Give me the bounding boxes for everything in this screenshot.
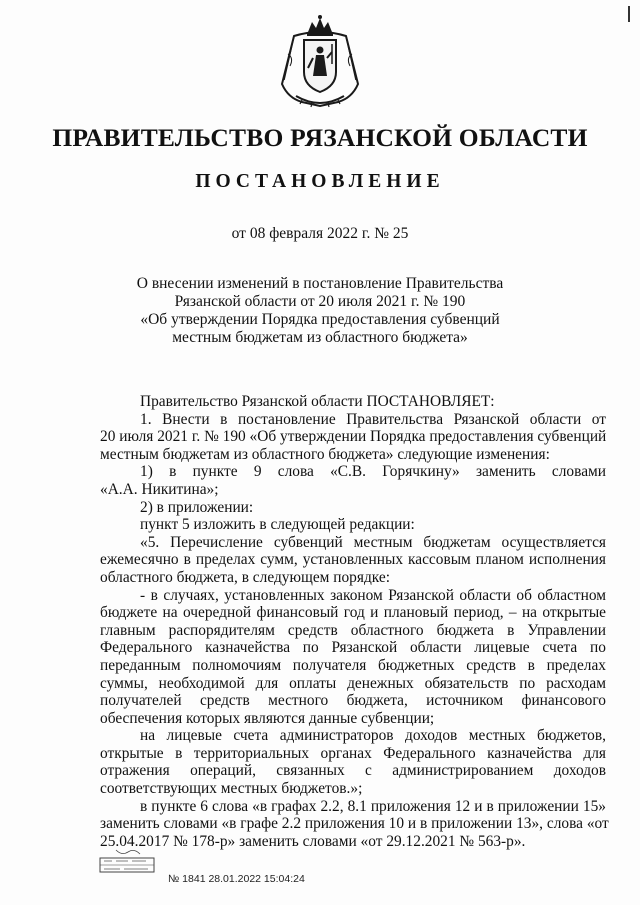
body-line: ежемесячно в пределах сумм, установленных кассовым планом исполнения <box>100 551 606 569</box>
body-line: пункт 5 изложить в следующей редакции: <box>140 516 415 534</box>
scan-edge-mark <box>628 6 630 22</box>
body-line: 25.04.2017 № 178-р» заменить словами «от 29.12.2021 № 563-р». <box>100 832 526 850</box>
body-line: на лицевые счета администраторов доходов местных бюджетов, <box>140 727 606 745</box>
body-line: бюджете на очередной финансовый год и плановый период, – на открытые <box>100 604 606 622</box>
document-type: ПОСТАНОВЛЕНИЕ <box>195 171 445 192</box>
body-line: - в случаях, установленных законом Рязанской области об областном <box>140 586 606 604</box>
registration-note: № 1841 28.01.2022 15:04:24 <box>168 873 305 885</box>
body-line: главным распорядителям средств областного бюджета в Управлении <box>100 621 606 639</box>
body-line: получателей средств местного бюджета, источником финансового <box>100 692 606 710</box>
body-line: открытые в территориальных органах Федерального казначейства для <box>100 744 606 762</box>
body-line: 2) в приложении: <box>140 498 254 516</box>
subject-line: О внесении изменений в постановление Правительства <box>136 275 504 292</box>
body-line: «5. Перечисление субвенций местным бюджетам осуществляется <box>140 533 606 551</box>
document-body <box>100 393 609 850</box>
body-line: заменить словами «в графе 2.2 приложения 10 и в приложении 13», слова «от <box>100 815 609 833</box>
document-subject <box>100 275 540 347</box>
body-line: в пункте 6 слова «в графах 2.2, 8.1 приложения 12 и в приложении 15» <box>140 797 606 815</box>
body-line: областного бюджета, в следующем порядке: <box>100 568 390 586</box>
registration-stamp-icon <box>98 848 158 876</box>
body-line: переданным полномочиям получателя бюджетных средств в пределах <box>100 656 606 674</box>
body-line: отражения операций, связанных с администрированием доходов <box>100 762 606 780</box>
body-line: 1. Внести в постановление Правительства Рязанской области от <box>140 410 606 428</box>
body-line: суммы, необходимой для оплаты денежных обязательств по расходам <box>100 674 606 692</box>
body-line: Правительство Рязанской области ПОСТАНОВЛЯЕТ: <box>140 393 495 410</box>
document-date: от 08 февраля 2022 г. № 25 <box>231 225 409 242</box>
body-line: местным бюджетам из областного бюджета» следующие изменения: <box>100 445 550 463</box>
body-line: 20 июля 2021 г. № 190 «Об утверждении Порядка предоставления субвенций <box>100 428 607 446</box>
subject-line: Рязанской области от 20 июля 2021 г. № 190 <box>174 293 466 310</box>
body-line: 1) в пункте 9 слова «С.В. Горячкину» заменить словами <box>140 463 606 481</box>
body-line: «А.А. Никитина»; <box>100 480 219 498</box>
body-line: обеспечения которых являются данные субвенции; <box>100 709 435 727</box>
subject-line: «Об утверждении Порядка предоставления субвенций <box>140 311 500 328</box>
coat-of-arms-icon <box>272 14 368 110</box>
body-line: Федерального казначейства по Рязанской области лицевые счета по <box>100 639 606 657</box>
subject-line: местным бюджетам из областного бюджета» <box>172 329 468 346</box>
body-line: соответствующих местных бюджетов.»; <box>100 780 363 798</box>
government-title: ПРАВИТЕЛЬСТВО РЯЗАНСКОЙ ОБЛАСТИ <box>52 123 588 152</box>
